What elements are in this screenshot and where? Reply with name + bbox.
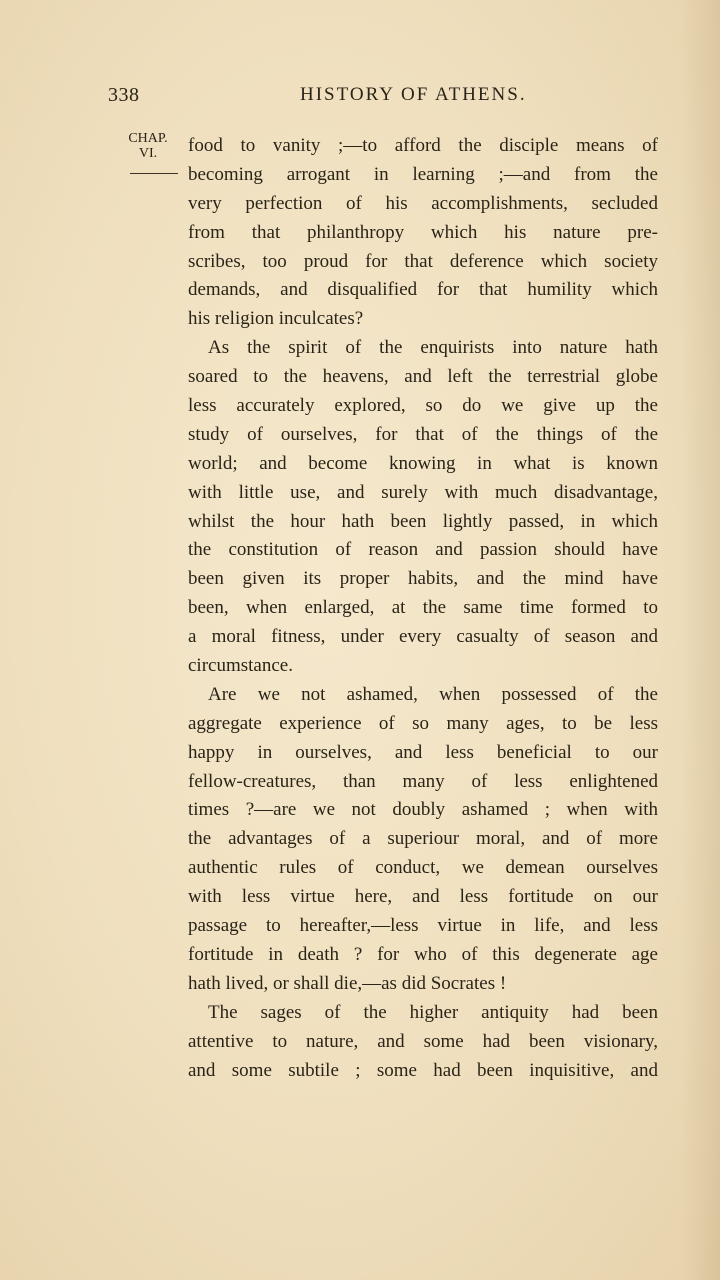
text-line: food to vanity ;—to afford the disciple means of	[188, 135, 658, 156]
text-line: his religion inculcates?	[188, 308, 364, 330]
text-line: world; and become knowing in what is known	[188, 452, 658, 474]
text-line: very perfection of his accomplishments, secluded	[188, 192, 658, 214]
running-head	[108, 84, 578, 114]
chapter-label: CHAP.	[128, 131, 168, 146]
running-title: HISTORY OF ATHENS.	[300, 84, 527, 105]
text-line: happy in ourselves, and less beneficial to our	[188, 741, 658, 763]
text-line: and some subtile ; some had been inquisitive, and	[188, 1059, 658, 1081]
text-line: soared to the heavens, and left the terrestrial globe	[188, 366, 658, 388]
text-line: from that philanthropy which his nature pre-	[188, 221, 658, 243]
text-line: with less virtue here, and less fortitude on our	[188, 886, 658, 908]
text-line: the advantages of a superiour moral, and of more	[188, 828, 658, 850]
page-edge-shade	[680, 0, 720, 1280]
text-line: with little use, and surely with much disadvantage,	[188, 481, 658, 503]
chapter-number: VI.	[138, 146, 158, 161]
text-line: aggregate experience of so many ages, to be less	[188, 712, 658, 734]
text-line: a moral fitness, under every casualty of season and	[188, 626, 658, 648]
text-line: circumstance.	[188, 655, 293, 677]
margin-rule	[130, 173, 178, 174]
text-line: fellow-creatures, than many of less enlightened	[188, 770, 658, 792]
chapter-margin-note	[118, 131, 178, 161]
paragraph-start-line: As the spirit of the enquirists into nature hath	[208, 337, 658, 359]
text-line: hath lived, or shall die,—as did Socrates !	[188, 972, 507, 994]
paragraph-start-line: The sages of the higher antiquity had been	[208, 1001, 658, 1023]
text-line: authentic rules of conduct, we demean ourselves	[188, 857, 658, 879]
text-line: demands, and disqualified for that humility which	[188, 279, 658, 301]
body-text	[188, 132, 658, 1085]
text-line: scribes, too proud for that deference which society	[188, 250, 658, 272]
paragraph-start-line: Are we not ashamed, when possessed of the	[208, 683, 658, 705]
text-line: study of ourselves, for that of the things of the	[188, 423, 658, 445]
text-line: less accurately explored, so do we give up the	[188, 395, 658, 417]
text-line: fortitude in death ? for who of this degenerate age	[188, 943, 658, 965]
text-line: the constitution of reason and passion should have	[188, 539, 658, 561]
text-line: attentive to nature, and some had been visionary,	[188, 1030, 658, 1052]
text-line: times ?—are we not doubly ashamed ; when with	[188, 799, 658, 821]
text-line: whilst the hour hath been lightly passed, in which	[188, 510, 658, 532]
page-number: 338	[108, 84, 140, 106]
text-line: passage to hereafter,—less virtue in life, and less	[188, 915, 658, 937]
text-line: been given its proper habits, and the mind have	[188, 568, 658, 590]
text-line: been, when enlarged, at the same time formed to	[188, 597, 658, 619]
text-line: becoming arrogant in learning ;—and from the	[188, 163, 658, 185]
